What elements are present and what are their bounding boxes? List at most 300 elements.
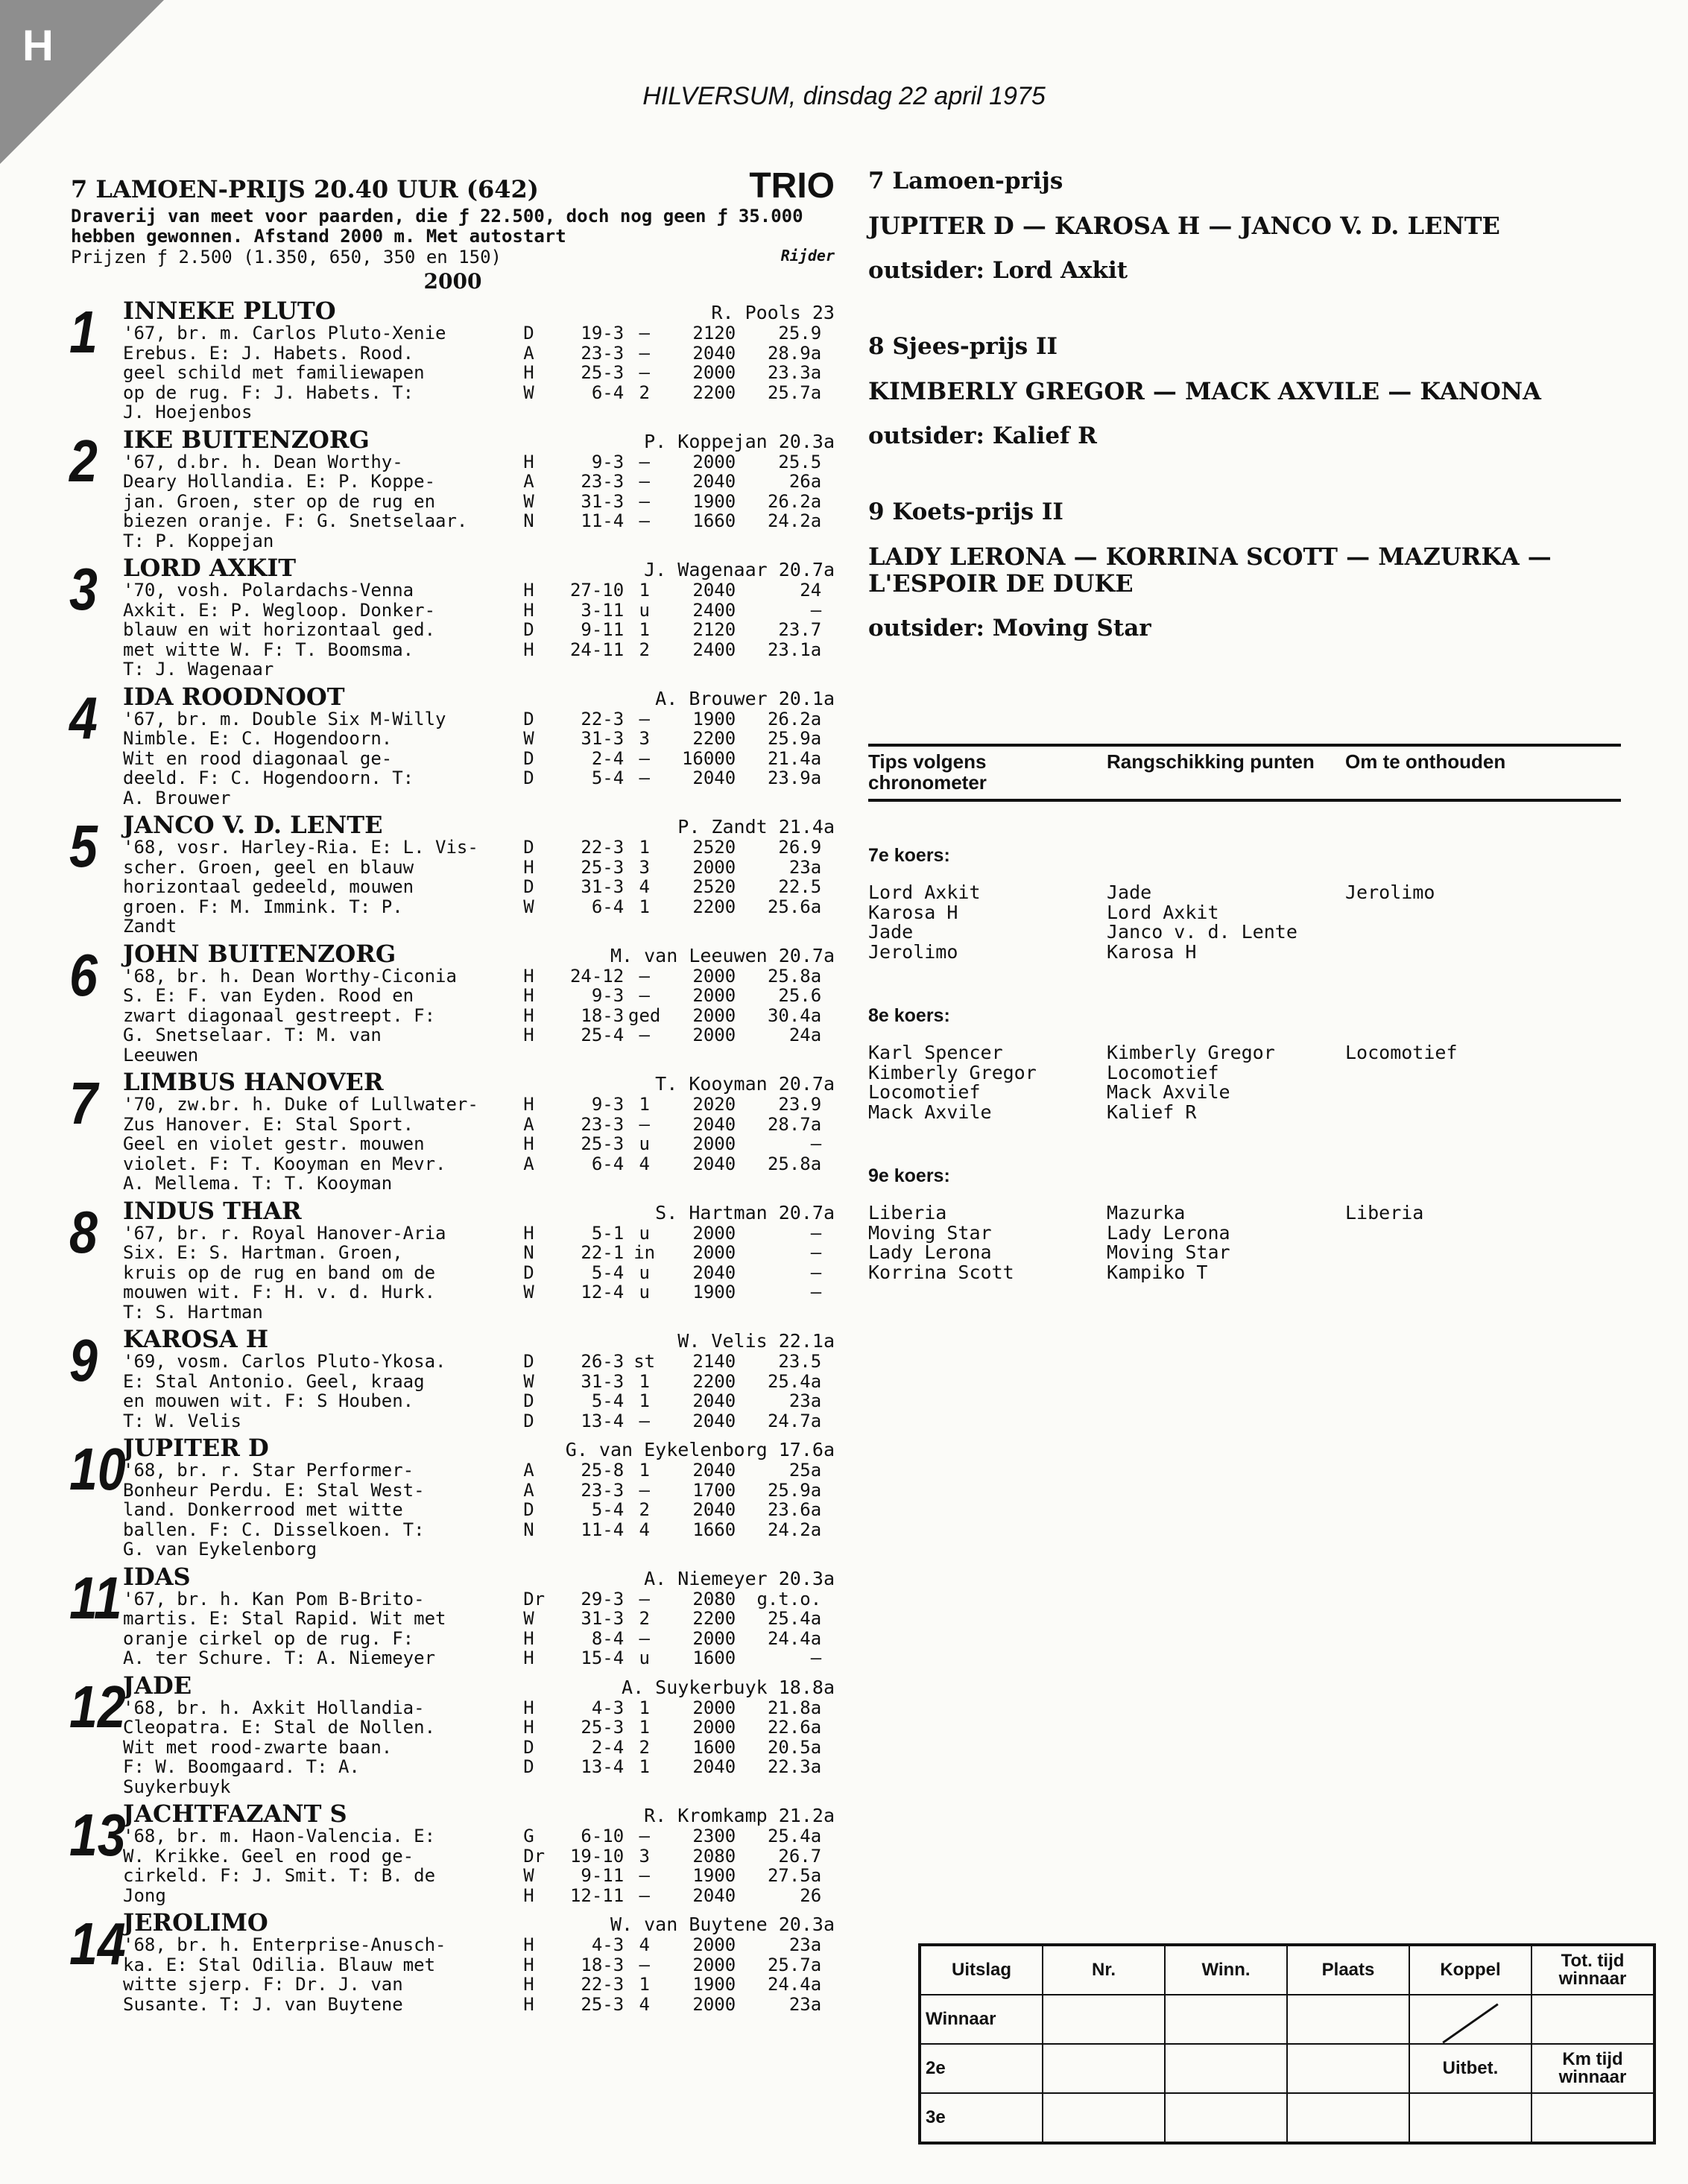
result-field: D (523, 1390, 534, 1411)
entry-4 (71, 684, 835, 808)
result-field: D (523, 1410, 534, 1431)
result-field: 2040 (692, 1460, 736, 1481)
result-field: 23.6a (767, 1499, 822, 1520)
result-field: — (639, 1627, 650, 1649)
result-field: 24.2a (767, 1519, 822, 1540)
result-field: 4 (639, 1934, 650, 1955)
result-line (523, 620, 835, 640)
description-line: Wit met rood-zwarte baan. (123, 1736, 393, 1758)
description-line: '70, zw.br. h. Duke of Lullwater- (123, 1094, 478, 1115)
result-field: 2000 (692, 856, 736, 878)
result-field: 2200 (692, 728, 736, 749)
tip-horse: Karl Spencer (868, 1042, 1003, 1063)
header-punten: Rangschikking punten (1107, 750, 1315, 773)
result-field: 2 (639, 382, 650, 403)
result-line (523, 601, 835, 621)
description-line: Wit en rood diagonaal ge- (123, 747, 393, 769)
result-line (523, 1154, 835, 1174)
result-field: — (810, 1222, 822, 1244)
result-line (523, 986, 835, 1006)
description-line: Jong (123, 1884, 166, 1906)
result-field: 2000 (692, 1717, 736, 1738)
entry-body (123, 1460, 835, 1560)
result-field: D (523, 1262, 534, 1283)
result-field: u (639, 1262, 650, 1283)
entry-7 (71, 1069, 835, 1194)
entry-results (523, 580, 835, 680)
entry-results (523, 1460, 835, 1560)
result-line (523, 1352, 835, 1372)
result-field: 25-3 (581, 856, 625, 878)
result-line (523, 1243, 835, 1263)
description-line: ka. E: Stal Odilia. Blauw met (123, 1954, 436, 1975)
result-field: 24.7a (767, 1410, 822, 1431)
result-field: 22.6a (767, 1717, 822, 1738)
entry-description (123, 966, 523, 1066)
race-title: 7 LAMOEN-PRIJS 20.40 UUR (642) (71, 175, 539, 203)
result-cell (1287, 2093, 1409, 2143)
horse-name: IDAS (123, 1562, 191, 1591)
result-field: 8-4 (591, 1627, 625, 1649)
result-field: 9-11 (581, 619, 625, 640)
result-field: 25.7a (767, 382, 822, 403)
entry-body (123, 709, 835, 808)
result-field: 6-10 (581, 1826, 625, 1846)
result-field: W (523, 1370, 534, 1392)
entry-number: 10 (69, 1436, 126, 1502)
entry-heading (123, 1069, 835, 1095)
entry-body (123, 1826, 835, 1905)
result-field: D (523, 767, 534, 788)
result-field: H (523, 639, 534, 660)
result-line (523, 1718, 835, 1738)
description-line: '67, br. m. Carlos Pluto-Xenie (123, 323, 446, 344)
koers-label: 8e koers: (868, 1005, 950, 1026)
result-field: 15-4 (581, 1648, 625, 1668)
header-chronometer: Tips volgens chronometer (868, 750, 987, 794)
result-field: — (639, 1865, 650, 1886)
description-line: '68, br. h. Axkit Hollandia- (123, 1697, 425, 1718)
result-row (920, 2093, 1654, 2143)
result-field: 2200 (692, 1370, 736, 1392)
result-field: — (639, 965, 650, 987)
result-field: 2000 (692, 1934, 736, 1955)
result-field: — (639, 708, 650, 729)
result-field: 2040 (692, 1153, 736, 1174)
description-line: S. E: F. van Eyden. Rood en (123, 985, 414, 1006)
entry-10 (71, 1435, 835, 1560)
description-line: Suykerbuyk (123, 1776, 231, 1797)
entry-heading (123, 298, 835, 323)
result-field: — (639, 323, 650, 344)
result-field: H (523, 1025, 534, 1045)
entry-body (123, 323, 835, 422)
result-field: 26a (788, 471, 822, 492)
result-field: D (523, 1756, 534, 1777)
result-field: 11-4 (581, 510, 625, 531)
pick-horses: JUPITER D — KAROSA H — JANCO V. D. LENTE (868, 212, 1500, 240)
result-field: 2000 (692, 965, 736, 987)
result-field: 21.4a (767, 747, 822, 769)
description-line: '68, br. r. Star Performer- (123, 1460, 414, 1481)
result-field: 25.4a (767, 1370, 822, 1392)
result-cell (1165, 1995, 1287, 2044)
result-field: 4 (639, 1993, 650, 2015)
entry-heading (123, 1326, 835, 1352)
tip-horse: Lady Lerona (868, 1241, 992, 1263)
result-field: W (523, 728, 534, 749)
result-field: 2040 (692, 1884, 736, 1906)
result-field: 20.5a (767, 1736, 822, 1758)
description-line: Zandt (123, 916, 177, 937)
description-line: E: Stal Antonio. Geel, kraag (123, 1370, 425, 1392)
result-field: 23-3 (581, 342, 625, 364)
result-field: 2040 (692, 342, 736, 364)
result-field: 12-4 (581, 1282, 625, 1303)
entry-description (123, 709, 523, 808)
result-field: H (523, 580, 534, 601)
tip-horse: Mazurka (1107, 1202, 1186, 1224)
result-line (523, 1846, 835, 1867)
result-field: A (523, 1460, 534, 1481)
result-line (523, 1757, 835, 1777)
result-field: 25.4a (767, 1608, 822, 1629)
result-line (523, 1411, 835, 1431)
result-field: 22-3 (581, 708, 625, 729)
tip-horse: Mack Axvile (868, 1101, 992, 1123)
entry-results (523, 1698, 835, 1797)
tip-horse: Mack Axvile (1107, 1081, 1230, 1103)
result-field: — (810, 1242, 822, 1263)
description-line: oranje cirkel op de rug. F: (123, 1627, 414, 1649)
result-line (523, 858, 835, 878)
entry-body (123, 1589, 835, 1668)
description-line: Erebus. E: J. Habets. Rood. (123, 342, 414, 364)
result-field: D (523, 323, 534, 344)
result-field: 31-3 (581, 876, 625, 897)
description-line: '68, br. m. Haon-Valencia. E: (123, 1826, 436, 1846)
tips-section (868, 744, 1621, 1282)
punten-column (1107, 883, 1345, 962)
result-field: W (523, 382, 534, 403)
result-field: H (523, 1717, 534, 1738)
result-field: 1 (639, 896, 650, 917)
chrono-column (868, 1203, 1107, 1282)
result-field: 2140 (692, 1351, 736, 1372)
result-field: — (639, 1113, 650, 1135)
result-line (523, 1481, 835, 1501)
result-field: H (523, 1004, 534, 1026)
result-line (523, 1115, 835, 1135)
result-field: — (639, 362, 650, 383)
result-line (523, 768, 835, 788)
entry-results (523, 1826, 835, 1905)
description-line: blauw en wit horizontaal ged. (123, 619, 436, 640)
result-field: 4 (639, 1519, 650, 1540)
result-line (523, 897, 835, 917)
result-field: 1900 (692, 1865, 736, 1886)
result-field: 2080 (692, 1588, 736, 1609)
description-line: T: W. Velis (123, 1410, 241, 1431)
result-field: 1 (639, 619, 650, 640)
description-line: A. Brouwer (123, 787, 231, 808)
result-field: 25.9a (767, 728, 822, 749)
entry-results (523, 1935, 835, 2014)
result-field: 24.4a (767, 1627, 822, 1649)
onthouden-column (1345, 1043, 1621, 1122)
description-line: J. Hoejenbos (123, 402, 253, 422)
result-line (523, 1698, 835, 1718)
entry-body (123, 580, 835, 680)
result-field: 1900 (692, 1974, 736, 1995)
description-line: Nimble. E: C. Hogendoorn. (123, 728, 393, 749)
result-field: — (639, 451, 650, 472)
result-field: 13-4 (581, 1756, 625, 1777)
entry-number: 11 (69, 1564, 122, 1631)
result-field: 25.6a (767, 896, 822, 917)
entry-results (523, 966, 835, 1066)
result-field: u (639, 1648, 650, 1668)
result-field: 23-3 (581, 1479, 625, 1501)
result-field: 23.9a (767, 767, 822, 788)
result-field: 2400 (692, 599, 736, 621)
result-field: 5-4 (591, 1262, 625, 1283)
race-prizes: Prijzen ƒ 2.500 (1.350, 650, 350 en 150) (71, 247, 502, 268)
result-header: Tot. tijd winnaar (1531, 1945, 1654, 1995)
entry-description (123, 1935, 523, 2014)
result-field: g.t.o. (756, 1588, 822, 1609)
result-field: 2040 (692, 580, 736, 601)
entry-number: 6 (69, 941, 98, 1008)
result-field: 19-10 (569, 1845, 625, 1867)
result-field: 24.4a (767, 1974, 822, 1995)
result-field: 2200 (692, 382, 736, 403)
result-field: 2200 (692, 1608, 736, 1629)
entry-heading (123, 1910, 835, 1935)
result-field: 2-4 (591, 1736, 625, 1758)
koers-label: 9e koers: (868, 1165, 950, 1186)
entry-number: 2 (69, 427, 98, 494)
result-line (523, 1500, 835, 1520)
pick-race-title: 9 Koets-prijs II (868, 498, 1063, 525)
result-field: 2520 (692, 876, 736, 897)
result-field: 25.7a (767, 1954, 822, 1975)
result-field: 21.8a (767, 1697, 822, 1718)
result-field: 5-1 (591, 1222, 625, 1244)
description-line: met witte W. F: T. Boomsma. (123, 639, 414, 660)
tip-horse: Jade (868, 921, 914, 943)
result-field: 31-3 (581, 1608, 625, 1629)
description-line: deeld. F: C. Hogendoorn. T: (123, 767, 414, 788)
result-field: 25.9 (778, 323, 822, 344)
entry-body (123, 838, 835, 937)
entry-description (123, 1698, 523, 1797)
result-field: 16000 (681, 747, 736, 769)
result-line (523, 344, 835, 364)
result-field: 3 (639, 728, 650, 749)
description-line: cirkeld. F: J. Smit. T: B. de (123, 1865, 436, 1886)
race-card (71, 165, 835, 2014)
result-field: H (523, 362, 534, 383)
description-line: martis. E: Stal Rapid. Wit met (123, 1608, 446, 1629)
tip-horse: Janco v. d. Lente (1107, 921, 1297, 943)
entry-number: 8 (69, 1198, 98, 1265)
result-field: 1900 (692, 490, 736, 512)
result-field: H (523, 1954, 534, 1975)
header-onthouden: Om te onthouden (1345, 750, 1506, 773)
result-field: 24.2a (767, 510, 822, 531)
result-field: 25a (788, 1460, 822, 1481)
description-line: geel schild met familiewapen (123, 362, 425, 383)
description-line: mouwen wit. F: H. v. d. Hurk. (123, 1282, 436, 1303)
entry-description (123, 1095, 523, 1194)
pick-outsider: outsider: Moving Star (868, 615, 1151, 642)
tip-horse: Moving Star (868, 1221, 992, 1244)
entry-results (523, 1095, 835, 1194)
result-field: 2120 (692, 323, 736, 344)
result-field: — (639, 1954, 650, 1975)
result-cell (1531, 2093, 1654, 2143)
chrono-column (868, 1043, 1107, 1122)
result-field: 26 (800, 1884, 822, 1906)
result-field: 26.2a (767, 708, 822, 729)
result-field: 2080 (692, 1845, 736, 1867)
result-field: 1900 (692, 708, 736, 729)
result-cell (1165, 2093, 1287, 2143)
description-line: '68, br. h. Enterprise-Anusch- (123, 1934, 446, 1955)
tip-horse: Karosa H (1107, 940, 1197, 963)
result-field: 1 (639, 837, 650, 858)
result-field: 2000 (692, 1993, 736, 2015)
driver: J. Wagenaar 20.7a (644, 559, 835, 580)
description-line: Geel en violet gestr. mouwen (123, 1133, 425, 1154)
result-field: 2040 (692, 1113, 736, 1135)
result-field: 25-3 (581, 1993, 625, 2015)
race-heading (71, 165, 835, 206)
result-field: 1 (639, 1974, 650, 1995)
horse-name: JADE (123, 1671, 192, 1700)
result-line (523, 877, 835, 897)
result-header: Plaats (1287, 1945, 1409, 1995)
entry-number: 13 (69, 1802, 126, 1868)
result-field: 2040 (692, 767, 736, 788)
result-line (523, 729, 835, 749)
description-line: horizontaal gedeeld, mouwen (123, 876, 414, 897)
result-field: 27.5a (767, 1865, 822, 1886)
tips-row (868, 1203, 1621, 1282)
pick-outsider: outsider: Kalief R (868, 422, 1097, 449)
result-field: 25-3 (581, 362, 625, 383)
result-cell (1043, 1995, 1165, 2044)
punten-column (1107, 1043, 1345, 1122)
result-field: N (523, 1242, 534, 1263)
result-table (918, 1943, 1656, 2145)
description-line: G. van Eykelenborg (123, 1539, 317, 1560)
result-field: 6-4 (591, 382, 625, 403)
entry-body (123, 1935, 835, 2014)
entry-body (123, 1095, 835, 1194)
driver: W. van Buytene 20.3a (610, 1914, 835, 1935)
result-field: 30.4a (767, 1004, 822, 1026)
result-field: 2000 (692, 1954, 736, 1975)
description-line: Leeuwen (123, 1044, 199, 1066)
horse-name: INNEKE PLUTO (123, 297, 336, 325)
result-header: Uitslag (920, 1945, 1043, 1995)
description-line: kruis op de rug en band om de (123, 1262, 436, 1283)
result-field: 6-4 (591, 1153, 625, 1174)
race-distance: 2000 (423, 269, 482, 294)
result-field: 2 (639, 1608, 650, 1629)
result-field: 2020 (692, 1094, 736, 1115)
result-field: 24 (800, 580, 822, 601)
description-line: op de rug. F: J. Habets. T: (123, 382, 414, 403)
result-field: 4 (639, 1153, 650, 1174)
trio-picks (868, 168, 1625, 691)
result-field: 2040 (692, 1262, 736, 1283)
prizes-row (71, 247, 835, 268)
description-line: Deary Hollandia. E: P. Koppe- (123, 471, 436, 492)
description-line: jan. Groen, ster op de rug en (123, 490, 436, 512)
result-cell (1531, 1995, 1654, 2044)
result-field: H (523, 1934, 534, 1955)
result-field: 23a (788, 1993, 822, 2015)
result-field: W (523, 1608, 534, 1629)
result-field: 2040 (692, 1756, 736, 1777)
result-field: 1600 (692, 1648, 736, 1668)
result-field: — (810, 1648, 822, 1668)
result-line (523, 452, 835, 472)
description-line: witte sjerp. F: Dr. J. van (123, 1974, 403, 1995)
result-field: 2000 (692, 451, 736, 472)
punten-column (1107, 1203, 1345, 1282)
result-field: 23.9 (778, 1094, 822, 1115)
result-field: — (810, 599, 822, 621)
result-field: Dr (523, 1588, 546, 1609)
tip-horse: Kalief R (1107, 1101, 1197, 1123)
description-line: T: P. Koppejan (123, 530, 274, 551)
entry-heading (123, 427, 835, 452)
result-field: — (639, 490, 650, 512)
result-field: u (639, 1282, 650, 1303)
result-field: 4 (639, 876, 650, 897)
tip-horse: Liberia (1345, 1202, 1424, 1224)
description-line: A. ter Schure. T: A. Niemeyer (123, 1648, 436, 1668)
result-field: 1660 (692, 1519, 736, 1540)
description-line: T: J. Wagenaar (123, 659, 274, 680)
result-line (523, 1826, 835, 1846)
result-line (523, 472, 835, 492)
result-line (523, 1025, 835, 1045)
chrono-column (868, 883, 1107, 962)
description-line: biezen oranje. F: G. Snetselaar. (123, 510, 468, 531)
result-field: Dr (523, 1845, 546, 1867)
result-row-label: 3e (920, 2093, 1043, 2143)
result-cell (1043, 2093, 1165, 2143)
result-line (523, 1134, 835, 1154)
result-field: 1 (639, 1717, 650, 1738)
entry-body (123, 452, 835, 551)
result-field: 5-4 (591, 1499, 625, 1520)
description-line: zwart diagonaal gestreept. F: (123, 1004, 436, 1026)
tip-horse: Jade (1107, 881, 1152, 903)
tip-horse: Locomotief (1107, 1061, 1219, 1083)
result-field: W (523, 1865, 534, 1886)
result-row (920, 2044, 1654, 2093)
result-field: 2000 (692, 1627, 736, 1649)
result-field: 25.8a (767, 965, 822, 987)
result-field: H (523, 1094, 534, 1115)
result-line (523, 1886, 835, 1906)
